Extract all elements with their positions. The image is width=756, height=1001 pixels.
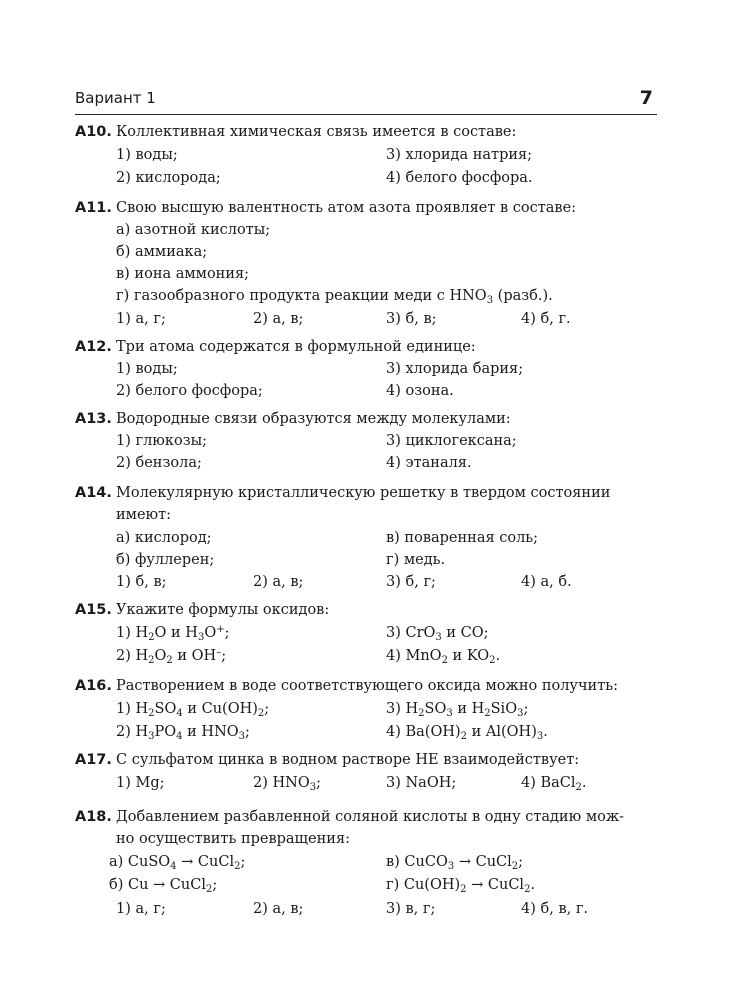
choice-b: б) фуллерен; [116,552,215,568]
choice-b: б) аммиака; [116,244,208,260]
answer-option-4: 4) BaCl$_2$. [521,775,587,793]
choice-b: б) Cu → CuCl$_2$; [109,877,218,895]
question-text: Свою высшую валентность атом азота проявляет в составе: [116,200,577,216]
answer-option-1: 1) б, в; [116,574,167,590]
question-text: С сульфатом цинка в водном растворе НЕ взаимодействует: [116,752,580,768]
question-text: Укажите формулы оксидов: [116,602,330,618]
answer-option-2: 2) $HNO_3$; [253,775,321,793]
question-number: А15. [75,602,112,618]
answer-option-2: 2) $H_3PO_4$ и $HNO_3$; [116,724,250,742]
question-number: А11. [75,200,112,216]
answer-option-2: 2) а, в; [253,311,304,327]
page-number: 7 [639,87,653,109]
choice-g: г) газообразного продукта реакции меди с $HNO_3$ (разб.). [116,288,553,306]
question-number: А10. [75,124,112,140]
question-text-line-2: но осуществить превращения: [116,831,350,847]
choice-g: г) медь. [386,552,446,568]
answer-option-3: 3) $H_2SO_3$ и $H_2SiO_3$; [386,701,529,719]
choice-g: г) $Cu(OH)_2$ → CuCl$_2$. [386,877,536,895]
answer-option-2: 2) белого фосфора; [116,383,263,399]
answer-option-1: 1) а, г; [116,311,166,327]
question-text: Водородные связи образуются между молекулами: [116,411,511,427]
choice-v: в) CuCO$_3$ → CuCl$_2$; [386,854,524,872]
question-text: Три атома содержатся в формульной единице: [116,339,476,355]
question-text-line-1: Добавлением разбавленной соляной кислоты в одну стадию мож- [116,809,625,825]
answer-option-2: 2) $H_2O_2$ и OH–; [116,647,227,666]
question-number: А17. [75,752,112,768]
answer-option-2: 2) кислорода; [116,170,221,186]
answer-option-1: 1) воды; [116,147,178,163]
answer-option-3: 3) NaOH; [386,775,457,791]
choice-v: в) иона аммония; [116,266,250,282]
answer-option-3: 3) б, г; [386,574,436,590]
page-header [75,84,657,115]
answer-option-3: 3) циклогексана; [386,433,517,449]
answer-option-4: 4) MnO$_2$ и $KO_2$. [386,648,501,666]
answer-option-2: 2) бензола; [116,455,202,471]
question-text-line-2: имеют: [116,507,172,523]
question-number: А14. [75,485,112,501]
question-text: Коллективная химическая связь имеется в составе: [116,124,517,140]
answer-option-1: 1) воды; [116,361,178,377]
answer-option-3: 3) хлорида натрия; [386,147,533,163]
question-text: Растворением в воде соответствующего оксида можно получить: [116,678,619,694]
answer-option-1: 1) глюкозы; [116,433,208,449]
answer-option-1: 1) а, г; [116,901,166,917]
question-number: А18. [75,809,112,825]
answer-option-3: 3) хлорида бария; [386,361,524,377]
answer-option-3: 3) CrO$_3$ и CO; [386,625,489,643]
answer-option-4: 4) белого фосфора. [386,170,533,186]
answer-option-1: 1) $H_2O$ и $H_3O^+$; [116,624,230,643]
answer-option-1: 1) $H_2SO_4$ и $Cu(OH)_2$; [116,701,270,719]
answer-option-3: 3) в, г; [386,901,436,917]
question-number: А13. [75,411,112,427]
answer-option-4: 4) а, б. [521,574,572,590]
choice-v: в) поваренная соль; [386,530,539,546]
answer-option-2: 2) а, в; [253,574,304,590]
answer-option-2: 2) а, в; [253,901,304,917]
choice-a: а) CuSO$_4$ → CuCl$_2$; [109,854,246,872]
question-number: А12. [75,339,112,355]
variant-title: Вариант 1 [75,89,156,107]
choice-a: а) кислород; [116,530,212,546]
answer-option-3: 3) б, в; [386,311,437,327]
answer-option-1: 1) Mg; [116,775,165,791]
choice-a: а) азотной кислоты; [116,222,271,238]
question-number: А16. [75,678,112,694]
question-text-line-1: Молекулярную кристаллическую решетку в твердом состоянии [116,485,611,501]
answer-option-4: 4) этаналя. [386,455,472,471]
answer-option-4: 4) $Ba(OH)_2$ и $Al(OH)_3$. [386,724,548,742]
answer-option-4: 4) б, в, г. [521,901,589,917]
answer-option-4: 4) б, г. [521,311,571,327]
answer-option-4: 4) озона. [386,383,454,399]
